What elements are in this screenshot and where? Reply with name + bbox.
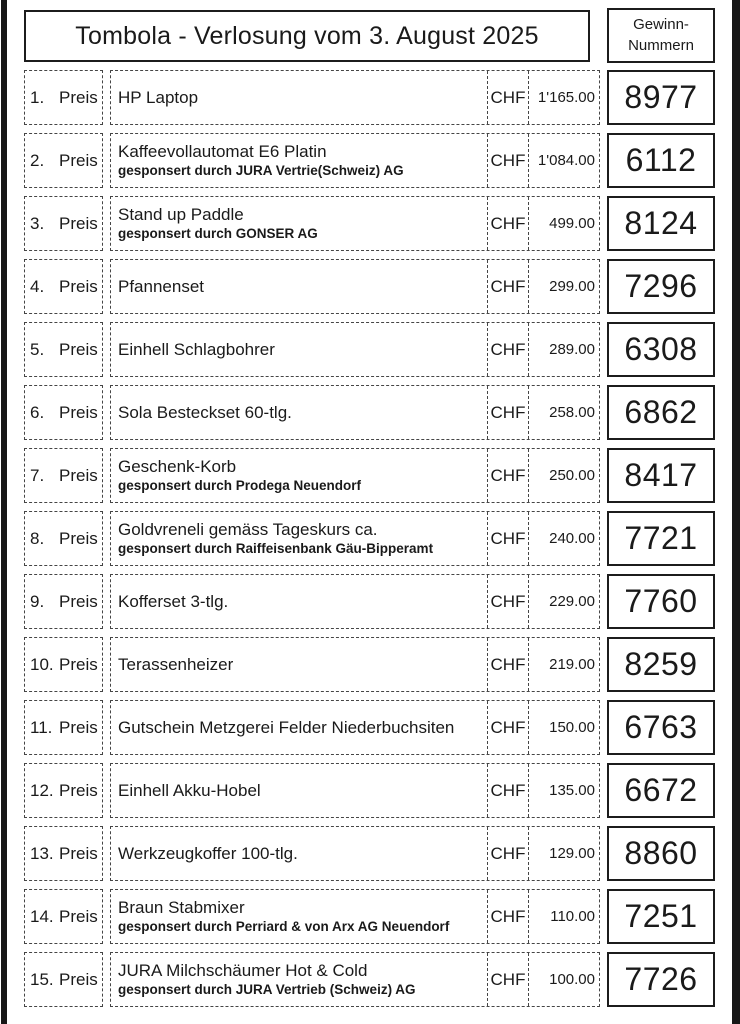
winning-number-box (607, 826, 715, 881)
scan-edge-left (1, 0, 7, 1024)
winning-number: 7251 (624, 898, 698, 934)
winning-numbers-header (607, 8, 715, 63)
rank-number: 15. (30, 969, 54, 989)
price-cell (528, 764, 599, 817)
rank-label: Preis (59, 87, 98, 107)
currency-label: CHF (490, 843, 526, 863)
price-value: 299.00 (549, 278, 595, 295)
cell-gap (600, 133, 607, 188)
rank-cell (24, 70, 103, 125)
price-value: 258.00 (549, 404, 595, 421)
price-cell (528, 260, 599, 313)
prize-name: Sola Besteckset 60-tlg. (118, 402, 292, 422)
rank-number: 1. (30, 87, 45, 107)
winning-number: 6862 (624, 394, 698, 430)
cell-gap (103, 952, 110, 1007)
prize-cell (111, 638, 487, 691)
currency-label: CHF (490, 591, 526, 611)
cell-gap (600, 952, 607, 1007)
rank-cell (24, 700, 103, 755)
cell-gap (600, 574, 607, 629)
cell-gap (103, 133, 110, 188)
prize-details-cell (110, 637, 600, 692)
prize-row (24, 385, 715, 440)
rank-label: Preis (59, 906, 98, 926)
winning-number-box (607, 70, 715, 125)
winning-number: 7721 (624, 520, 698, 556)
currency-label: CHF (490, 87, 526, 107)
price-value: 289.00 (549, 341, 595, 358)
price-cell (528, 197, 599, 250)
prize-cell (111, 953, 487, 1006)
prize-name: Kofferset 3-tlg. (118, 591, 229, 611)
sponsor-line: gesponsert durch Raiffeisenbank Gäu-Bipperamt (118, 541, 434, 556)
winning-number: 7760 (624, 583, 698, 619)
currency-label: CHF (490, 780, 526, 800)
prize-cell (111, 449, 487, 502)
price-cell (528, 953, 599, 1006)
currency-label: CHF (490, 717, 526, 737)
prize-row (24, 196, 715, 251)
cell-gap (103, 763, 110, 818)
price-value: 240.00 (549, 530, 595, 547)
price-value: 499.00 (549, 215, 595, 232)
currency-label: CHF (490, 339, 526, 359)
price-value: 110.00 (550, 908, 595, 925)
prize-cell (111, 323, 487, 376)
rank-label: Preis (59, 654, 98, 674)
rank-label: Preis (59, 402, 98, 422)
winning-number-box (607, 763, 715, 818)
prize-cell (111, 197, 487, 250)
winning-number-box (607, 385, 715, 440)
prize-row (24, 448, 715, 503)
currency-cell (487, 638, 528, 691)
winning-number-box (607, 889, 715, 944)
winning-number: 8860 (624, 835, 698, 871)
rank-cell (24, 637, 103, 692)
sponsor-line: gesponsert durch JURA Vertrieb (Schweiz) AG (118, 982, 416, 997)
price-value: 150.00 (549, 719, 595, 736)
price-value: 219.00 (549, 656, 595, 673)
cell-gap (103, 826, 110, 881)
rank-cell (24, 259, 103, 314)
winning-numbers-header-line2: Nummern (628, 36, 694, 54)
prize-name: Goldvreneli gemäss Tageskurs ca. (118, 520, 378, 539)
rank-label: Preis (59, 150, 98, 170)
prize-name: Gutschein Metzgerei Felder Niederbuchsiten (118, 717, 455, 737)
prize-details-cell (110, 196, 600, 251)
winning-number-box (607, 952, 715, 1007)
prize-details-cell (110, 763, 600, 818)
rank-label: Preis (59, 276, 98, 296)
cell-gap (600, 259, 607, 314)
winning-number-box (607, 259, 715, 314)
prize-name: Geschenk-Korb (118, 457, 237, 476)
rank-label: Preis (59, 717, 98, 737)
prize-cell (111, 71, 487, 124)
rank-cell (24, 133, 103, 188)
currency-label: CHF (490, 150, 526, 170)
prize-row (24, 826, 715, 881)
winning-number-box (607, 322, 715, 377)
price-cell (528, 512, 599, 565)
cell-gap (600, 511, 607, 566)
cell-gap (600, 763, 607, 818)
winning-number: 6763 (624, 709, 698, 745)
currency-label: CHF (490, 465, 526, 485)
cell-gap (103, 574, 110, 629)
cell-gap (600, 826, 607, 881)
prize-cell (111, 134, 487, 187)
prize-list (24, 70, 715, 1007)
cell-gap (600, 448, 607, 503)
winning-number-box (607, 133, 715, 188)
cell-gap (103, 70, 110, 125)
rank-cell (24, 385, 103, 440)
sponsor-line: gesponsert durch Prodega Neuendorf (118, 478, 362, 493)
rank-cell (24, 763, 103, 818)
currency-label: CHF (490, 906, 526, 926)
rank-number: 6. (30, 402, 45, 422)
prize-cell (111, 512, 487, 565)
prize-details-cell (110, 322, 600, 377)
winning-number-box (607, 637, 715, 692)
price-value: 229.00 (549, 593, 595, 610)
currency-cell (487, 575, 528, 628)
prize-details-cell (110, 574, 600, 629)
cell-gap (103, 196, 110, 251)
rank-label: Preis (59, 213, 98, 233)
rank-number: 5. (30, 339, 45, 359)
winning-number-box (607, 511, 715, 566)
prize-row (24, 889, 715, 944)
page-title-box (24, 10, 590, 62)
prize-name: HP Laptop (118, 87, 199, 107)
prize-name: Kaffeevollautomat E6 Platin (118, 142, 327, 161)
prize-details-cell (110, 133, 600, 188)
cell-gap (600, 385, 607, 440)
prize-cell (111, 386, 487, 439)
rank-cell (24, 448, 103, 503)
prize-cell (111, 701, 487, 754)
currency-label: CHF (490, 402, 526, 422)
currency-label: CHF (490, 528, 526, 548)
price-value: 1'165.00 (537, 89, 595, 106)
cell-gap (103, 700, 110, 755)
rank-number: 7. (30, 465, 45, 485)
price-value: 250.00 (549, 467, 595, 484)
rank-cell (24, 889, 103, 944)
winning-number: 6672 (624, 772, 698, 808)
rank-number: 9. (30, 591, 45, 611)
prize-cell (111, 260, 487, 313)
price-cell (528, 575, 599, 628)
rank-number: 3. (30, 213, 45, 233)
prize-row (24, 952, 715, 1007)
prize-name: Einhell Schlagbohrer (118, 339, 275, 359)
rank-cell (24, 826, 103, 881)
currency-cell (487, 449, 528, 502)
prize-name: Pfannenset (118, 276, 205, 296)
prize-row (24, 763, 715, 818)
rank-label: Preis (59, 843, 98, 863)
price-cell (528, 890, 599, 943)
price-cell (528, 827, 599, 880)
price-value: 1'084.00 (537, 152, 595, 169)
prize-row (24, 700, 715, 755)
prize-details-cell (110, 385, 600, 440)
price-value: 135.00 (549, 782, 595, 799)
prize-cell (111, 764, 487, 817)
price-value: 100.00 (549, 971, 595, 988)
currency-label: CHF (490, 213, 526, 233)
rank-label: Preis (59, 465, 98, 485)
currency-cell (487, 71, 528, 124)
prize-name: JURA Milchschäumer Hot & Cold (118, 961, 368, 980)
currency-cell (487, 953, 528, 1006)
prize-name: Werkzeugkoffer 100-tlg. (118, 843, 298, 863)
prize-details-cell (110, 511, 600, 566)
currency-cell (487, 134, 528, 187)
rank-cell (24, 322, 103, 377)
prize-name: Einhell Akku-Hobel (118, 780, 261, 800)
cell-gap (600, 322, 607, 377)
winning-number-box (607, 448, 715, 503)
currency-cell (487, 197, 528, 250)
scan-edge-right (732, 0, 740, 1024)
rank-label: Preis (59, 591, 98, 611)
rank-label: Preis (59, 339, 98, 359)
rank-number: 10. (30, 654, 54, 674)
sponsor-line: gesponsert durch Perriard & von Arx AG Neuendorf (118, 919, 450, 934)
winning-number: 8124 (624, 205, 698, 241)
price-cell (528, 449, 599, 502)
prize-row (24, 574, 715, 629)
cell-gap (103, 385, 110, 440)
currency-cell (487, 386, 528, 439)
rank-cell (24, 952, 103, 1007)
rank-number: 11. (30, 717, 53, 737)
prize-details-cell (110, 952, 600, 1007)
prize-cell (111, 575, 487, 628)
cell-gap (600, 889, 607, 944)
winning-number-box (607, 196, 715, 251)
prize-details-cell (110, 70, 600, 125)
prize-row (24, 259, 715, 314)
cell-gap (103, 511, 110, 566)
rank-number: 14. (30, 906, 54, 926)
rank-label: Preis (59, 528, 98, 548)
currency-cell (487, 260, 528, 313)
rank-number: 12. (30, 780, 54, 800)
cell-gap (103, 322, 110, 377)
prize-details-cell (110, 259, 600, 314)
prize-name: Stand up Paddle (118, 205, 244, 224)
winning-number: 7296 (624, 268, 698, 304)
prize-row (24, 133, 715, 188)
winning-number-box (607, 574, 715, 629)
rank-label: Preis (59, 969, 98, 989)
winning-number: 7726 (624, 961, 698, 997)
prize-name: Terassenheizer (118, 654, 234, 674)
sponsor-line: gesponsert durch JURA Vertrie(Schweiz) AG (118, 163, 404, 178)
price-cell (528, 638, 599, 691)
rank-cell (24, 511, 103, 566)
prize-cell (111, 827, 487, 880)
cell-gap (103, 889, 110, 944)
currency-cell (487, 764, 528, 817)
sponsor-line: gesponsert durch GONSER AG (118, 226, 318, 241)
rank-number: 13. (30, 843, 54, 863)
price-cell (528, 386, 599, 439)
currency-cell (487, 827, 528, 880)
prize-name: Braun Stabmixer (118, 898, 245, 917)
currency-cell (487, 512, 528, 565)
prize-details-cell (110, 700, 600, 755)
prize-row (24, 511, 715, 566)
winning-number: 8417 (624, 457, 698, 493)
currency-label: CHF (490, 654, 526, 674)
price-value: 129.00 (549, 845, 595, 862)
price-cell (528, 323, 599, 376)
currency-cell (487, 323, 528, 376)
currency-cell (487, 701, 528, 754)
prize-details-cell (110, 448, 600, 503)
rank-number: 8. (30, 528, 45, 548)
prize-row (24, 322, 715, 377)
rank-number: 4. (30, 276, 45, 296)
prize-details-cell (110, 826, 600, 881)
rank-cell (24, 574, 103, 629)
cell-gap (103, 259, 110, 314)
winning-number: 8259 (624, 646, 698, 682)
prize-details-cell (110, 889, 600, 944)
prize-row (24, 637, 715, 692)
cell-gap (600, 637, 607, 692)
cell-gap (600, 196, 607, 251)
prize-cell (111, 890, 487, 943)
currency-label: CHF (490, 969, 526, 989)
prize-row (24, 70, 715, 125)
price-cell (528, 701, 599, 754)
winning-number: 8977 (624, 79, 698, 115)
cell-gap (103, 448, 110, 503)
rank-cell (24, 196, 103, 251)
currency-label: CHF (490, 276, 526, 296)
currency-cell (487, 890, 528, 943)
rank-label: Preis (59, 780, 98, 800)
price-cell (528, 71, 599, 124)
cell-gap (600, 70, 607, 125)
winning-number: 6308 (624, 331, 698, 367)
winning-numbers-header-line1: Gewinn- (633, 16, 689, 34)
price-cell (528, 134, 599, 187)
page-title: Tombola - Verlosung vom 3. August 2025 (75, 21, 539, 50)
rank-number: 2. (30, 150, 45, 170)
cell-gap (600, 700, 607, 755)
winning-number-box (607, 700, 715, 755)
winning-number: 6112 (625, 142, 697, 178)
cell-gap (103, 637, 110, 692)
